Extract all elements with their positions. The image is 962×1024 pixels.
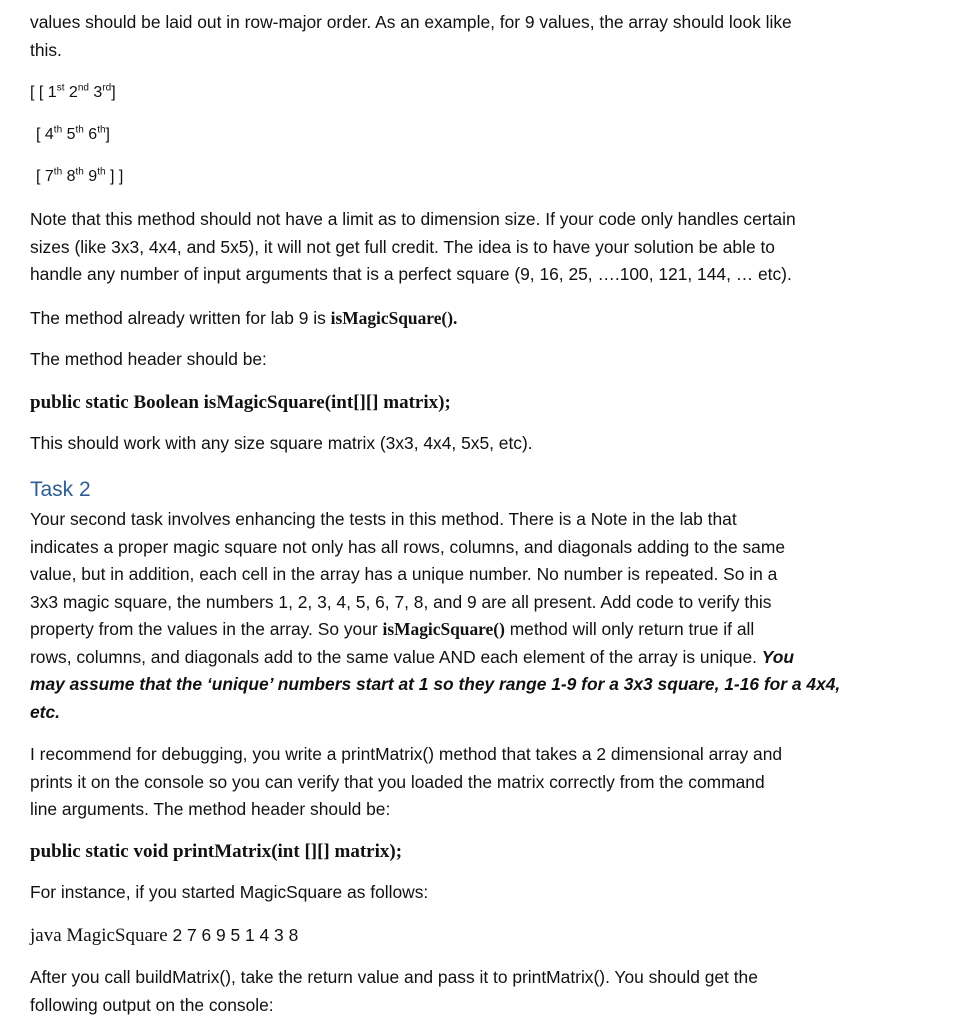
intro-line-2: this. xyxy=(30,39,62,60)
after-line-1: After you call buildMatrix(), take the return value and pass it to printMatrix(). You should get the xyxy=(30,967,758,987)
task2-heading: Task 2 xyxy=(30,478,91,501)
method-written-line: The method already written for lab 9 is isMagicSquare(). xyxy=(30,308,458,328)
array-row-2: [ 4th 5th 6th] xyxy=(36,124,110,143)
java-command-args: 2 7 6 9 5 1 4 3 8 xyxy=(167,925,299,945)
instance-line: For instance, if you started MagicSquare as follows: xyxy=(30,882,429,902)
task2-line-7: may assume that the ‘unique’ numbers start at 1 so they range 1-9 for a 3x3 square, 1-16 for a 4x4, xyxy=(30,674,841,694)
recommend-line-3: line arguments. The method header should be: xyxy=(30,799,391,819)
task2-line-5: property from the values in the array. So your isMagicSquare() method will only return true if all xyxy=(30,619,755,639)
task2-line-3: value, but in addition, each cell in the array has a unique number. No number is repeated. So in a xyxy=(30,564,778,584)
task2-line-4: 3x3 magic square, the numbers 1, 2, 3, 4, 5, 6, 7, 8, and 9 are all present. Add code to verify this xyxy=(30,591,772,612)
java-command xyxy=(30,922,298,950)
task2-paragraph xyxy=(30,506,840,726)
after-line-2: following output on the console: xyxy=(30,994,274,1015)
intro-paragraph xyxy=(30,9,792,64)
print-matrix-header: public static void printMatrix(int [][] matrix); xyxy=(30,841,403,862)
java-command-prefix: java MagicSquare xyxy=(30,925,168,946)
recommend-line-2: prints it on the console so you can verify that you loaded the matrix correctly from the command xyxy=(30,771,765,792)
recommend-paragraph xyxy=(30,741,782,824)
task2-line-1: Your second task involves enhancing the tests in this method. There is a Note in the lab that xyxy=(30,509,737,529)
task2-line-8: etc. xyxy=(30,701,60,722)
note-paragraph xyxy=(30,206,796,289)
task2-method-name: isMagicSquare() xyxy=(382,619,505,639)
task2-line-2: indicates a proper magic square not only has all rows, columns, and diagonals adding to the same xyxy=(30,536,785,557)
array-row-3: [ 7th 8th 9th ] ] xyxy=(36,166,124,185)
recommend-line-1: I recommend for debugging, you write a printMatrix() method that takes a 2 dimensional array and xyxy=(30,744,783,764)
size-note: This should work with any size square matrix (3x3, 4x4, 5x5, etc). xyxy=(30,433,533,453)
intro-line-1: values should be laid out in row-major order. As an example, for 9 values, the array should look like xyxy=(30,12,792,32)
header-intro: The method header should be: xyxy=(30,349,267,369)
note-line-1: Note that this method should not have a limit as to dimension size. If your code only handles certain xyxy=(30,209,796,229)
after-paragraph xyxy=(30,964,758,1019)
note-line-3: handle any number of input arguments that is a perfect square (9, 16, 25, ….100, 121, 144, … etc). xyxy=(30,264,792,284)
note-line-2: sizes (like 3x3, 4x4, and 5x5), it will not get full credit. The idea is to have your solution be able to xyxy=(30,236,775,257)
task2-line-6: rows, columns, and diagonals add to the same value AND each element of the array is unique. You xyxy=(30,646,794,667)
array-row-1: [ [ 1st 2nd 3rd] xyxy=(30,82,116,101)
method-name: isMagicSquare(). xyxy=(330,308,458,328)
is-magic-square-header: public static Boolean isMagicSquare(int[][] matrix); xyxy=(30,392,451,413)
